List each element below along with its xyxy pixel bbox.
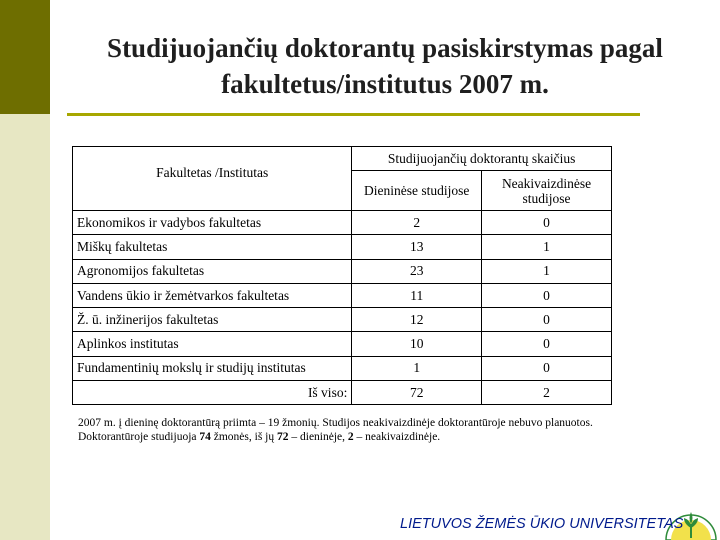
part-time-count: 0	[482, 332, 612, 356]
table-row	[73, 283, 612, 307]
total-label: Iš viso:	[73, 381, 352, 405]
header-student-count: Studijuojančių doktorantų skaičius	[352, 147, 612, 171]
faculty-name: Agronomijos fakultetas	[73, 259, 352, 283]
faculty-name: Fundamentinių mokslų ir studijų institutas	[73, 356, 352, 380]
part-time-count: 0	[482, 308, 612, 332]
doctoral-students-table	[72, 146, 612, 405]
footnote-text: – dieninėje,	[288, 431, 348, 443]
part-time-count: 0	[482, 211, 612, 235]
table-row	[73, 211, 612, 235]
full-time-count: 23	[352, 259, 482, 283]
full-time-count: 11	[352, 283, 482, 307]
faculty-name: Vandens ūkio ir žemėtvarkos fakultetas	[73, 283, 352, 307]
footnote-full-time: 72	[277, 431, 289, 443]
part-time-count: 0	[482, 356, 612, 380]
table-row	[73, 259, 612, 283]
table-row	[73, 332, 612, 356]
part-time-count: 0	[482, 283, 612, 307]
total-part-time: 2	[482, 381, 612, 405]
left-sidebar	[0, 0, 50, 540]
footnote-text: žmonės, iš jų	[210, 431, 277, 443]
footnote-line-2	[78, 430, 648, 444]
title-divider	[67, 113, 640, 116]
header-full-time: Dieninėse studijose	[352, 171, 482, 211]
full-time-count: 1	[352, 356, 482, 380]
university-name: LIETUVOS ŽEMĖS ŪKIO UNIVERSITETAS	[400, 516, 684, 532]
header-part-time: Neakivaizdinėse studijose	[482, 171, 612, 211]
footnote-total: 74	[199, 431, 211, 443]
full-time-count: 13	[352, 235, 482, 259]
table-row	[73, 308, 612, 332]
footnote-text: – neakivaizdinėje.	[353, 431, 441, 443]
total-row	[73, 381, 612, 405]
footnote-line-1: 2007 m. į dieninę doktorantūrą priimta – 19 žmonių. Studijos neakivaizdinėje doktorantūroje nebuvo planuotos.	[78, 417, 593, 429]
footnote-part-time: 2	[347, 431, 354, 443]
faculty-name: Aplinkos institutas	[73, 332, 352, 356]
slide-title	[50, 30, 720, 102]
sidebar-dark-band	[0, 0, 50, 114]
part-time-count: 1	[482, 259, 612, 283]
faculty-name: Ekonomikos ir vadybos fakultetas	[73, 211, 352, 235]
part-time-count: 1	[482, 235, 612, 259]
title-line-1: Studijuojančių doktorantų pasiskirstymas pagal	[107, 33, 663, 63]
full-time-count: 12	[352, 308, 482, 332]
title-line-2: fakultetus/institutus 2007 m.	[221, 69, 549, 99]
faculty-name: Miškų fakultetas	[73, 235, 352, 259]
footnote	[78, 416, 648, 444]
full-time-count: 2	[352, 211, 482, 235]
faculty-name: Ž. ū. inžinerijos fakultetas	[73, 308, 352, 332]
table-header-row	[73, 147, 612, 171]
footnote-text: Doktorantūroje studijuoja	[78, 431, 200, 443]
header-faculty: Fakultetas /Institutas	[73, 147, 352, 211]
table-row	[73, 235, 612, 259]
total-full-time: 72	[352, 381, 482, 405]
full-time-count: 10	[352, 332, 482, 356]
sidebar-light-band	[0, 114, 50, 540]
table-row	[73, 356, 612, 380]
